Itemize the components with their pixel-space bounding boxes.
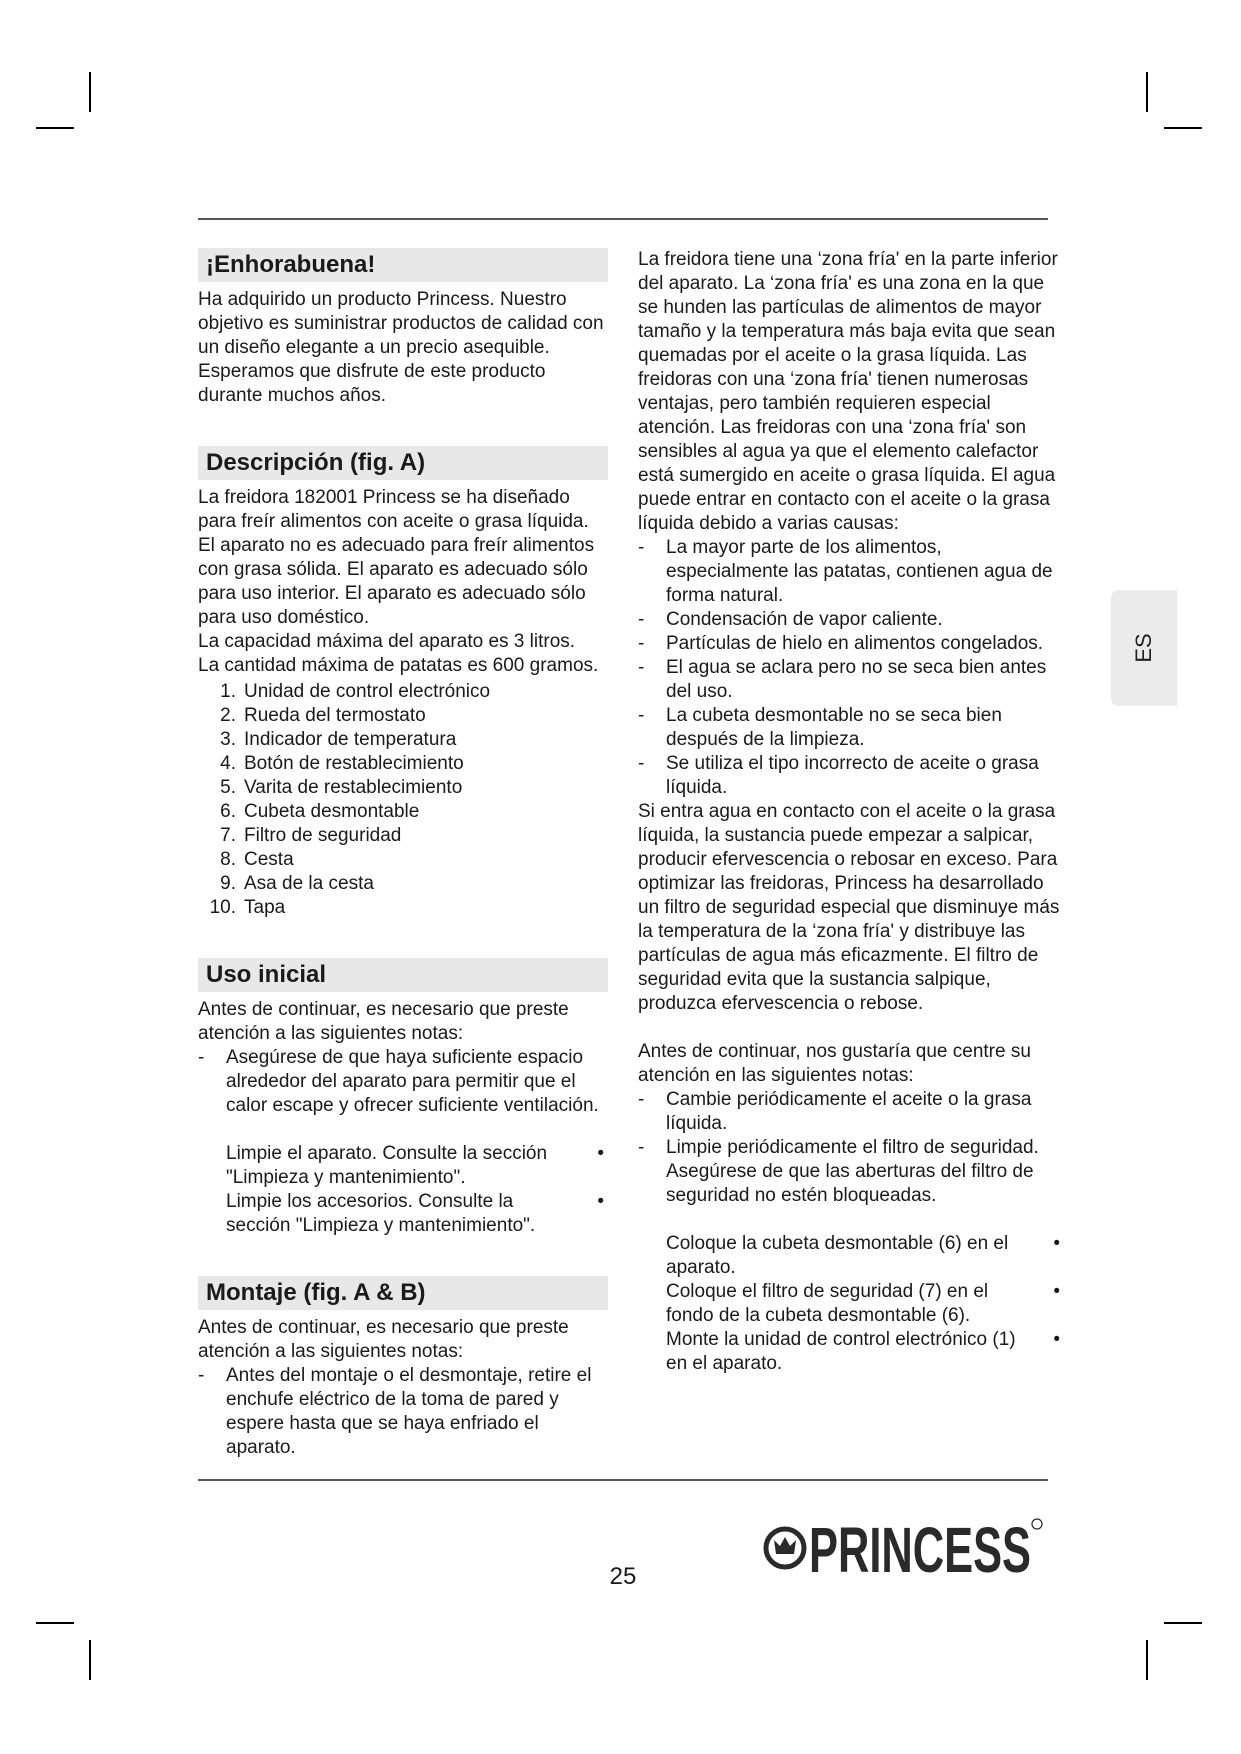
bottom-rule	[198, 1479, 1048, 1481]
maintenance-notes	[638, 1088, 1064, 1208]
list-item: 8. Cesta	[220, 849, 294, 870]
crop-mark	[36, 1622, 74, 1624]
list-item: - Se utiliza el tipo incorrecto de aceite o grasa líquida.	[638, 753, 1039, 798]
heading-montaje: Montaje (fig. A & B)	[198, 1276, 608, 1310]
potato-text: La cantidad máxima de patatas es 600 gramos.	[198, 655, 599, 676]
list-item: - La cubeta desmontable no se seca bien después de la limpieza.	[638, 705, 1002, 750]
list-item: - La mayor parte de los alimentos, especialmente las patatas, contienen agua de forma natural.	[638, 537, 1053, 606]
list-item: - Asegúrese de que haya suficiente espacio alrededor del aparato para permitir que el calor escape y ofrecer suficiente ventilación.	[198, 1047, 599, 1116]
intro-paragraph: Ha adquirido un producto Princess. Nuestro objetivo es suministrar productos de calidad con un diseño elegante a un precio asequible. Esperamos que disfrute de este producto durante muchos años.	[198, 289, 604, 406]
list-item: - Condensación de vapor caliente.	[638, 609, 943, 630]
crop-mark	[89, 72, 91, 112]
assembly-step: Coloque la cubeta desmontable (6) en el aparato. •	[666, 1233, 1060, 1278]
language-tab: ES	[1111, 590, 1177, 706]
crop-mark	[1164, 1622, 1202, 1624]
cold-zone-paragraph: La freidora tiene una ‘zona fría' en la parte inferior del aparato. La ‘zona fría' es una zona en la que se hunden las partículas de alimentos de mayor tamaño y la temperatura más baja evita que sean quemadas por el aceite o la grasa líquida. Las freidoras con una ‘zona fría' tienen numerosas ventajas, pero también requieren especial atención. Las freidoras con una ‘zona fría' son sensibles al agua ya que el elemento calefactor está sumergido en aceite o grasa líquida. El agua puede entrar en contacto con el aceite o la grasa líquida debido a varias causas:	[638, 249, 1058, 534]
list-item: 10. Tapa	[209, 897, 286, 918]
princess-logo	[763, 1510, 1045, 1586]
notes-intro: Antes de continuar, nos gustaría que centre su atención en las siguientes notas:	[638, 1041, 1031, 1086]
list-item: 9. Asa de la cesta	[220, 873, 374, 894]
uso-notes	[198, 1046, 608, 1118]
page-number: 25	[609, 1563, 637, 1590]
list-item: 7. Filtro de seguridad	[220, 825, 402, 846]
crop-mark	[1164, 127, 1202, 129]
parts-list	[198, 680, 608, 920]
heading-descripcion: Descripción (fig. A)	[198, 446, 608, 480]
list-item: - Cambie periódicamente el aceite o la grasa líquida.	[638, 1089, 1032, 1134]
crown-emblem-icon	[763, 1510, 1045, 1586]
list-item: - Limpie periódicamente el filtro de seguridad. Asegúrese de que las aberturas del filtro de seguridad no estén bloqueadas.	[638, 1137, 1039, 1206]
list-item: 3. Indicador de temperatura	[220, 729, 457, 750]
montaje-notes	[198, 1364, 608, 1460]
top-rule	[198, 218, 1048, 220]
list-item: 1. Unidad de control electrónico	[220, 681, 491, 702]
left-column	[198, 248, 608, 1460]
list-item: 5. Varita de restablecimiento	[220, 777, 463, 798]
assembly-step: Monte la unidad de control electrónico (1) en el aparato. •	[666, 1329, 1060, 1374]
list-item: 6. Cubeta desmontable	[220, 801, 420, 822]
crop-mark	[1146, 1640, 1148, 1680]
crop-mark	[36, 127, 74, 129]
uso-intro: Antes de continuar, es necesario que preste atención a las siguientes notas:	[198, 999, 569, 1044]
uso-step: Limpie los accesorios. Consulte la sección "Limpieza y mantenimiento". •	[226, 1191, 604, 1236]
list-item: 4. Botón de restablecimiento	[220, 753, 464, 774]
crop-mark	[89, 1640, 91, 1680]
list-item: 2. Rueda del termostato	[220, 705, 426, 726]
right-column	[638, 248, 1064, 1376]
description-paragraph: La freidora 182001 Princess se ha diseñado para freír alimentos con aceite o grasa líquida. El aparato no es adecuado para freír alimentos con grasa sólida. El aparato es adecuado sólo para uso interior. El aparato es adecuado sólo para uso doméstico.	[198, 487, 595, 628]
water-causes-list	[638, 536, 1064, 800]
safety-filter-paragraph: Si entra agua en contacto con el aceite o la grasa líquida, la sustancia puede empezar a salpicar, producir efervescencia o rebosar en exceso. Para optimizar las freidoras, Princess ha desarrollado un filtro de seguridad especial que disminuye más la temperatura de la ‘zona fría' y distribuye las partículas de agua más eficazmente. El filtro de seguridad evita que la sustancia salpique, produzca efervescencia o rebose.	[638, 801, 1060, 1014]
capacity-text: La capacidad máxima del aparato es 3 litros.	[198, 631, 576, 652]
svg-text:PRINCESS: PRINCESS	[809, 1514, 1031, 1586]
assembly-step: Coloque el filtro de seguridad (7) en el fondo de la cubeta desmontable (6). •	[666, 1281, 1060, 1326]
list-item: - Antes del montaje o el desmontaje, retire el enchufe eléctrico de la toma de pared y espere hasta que se haya enfriado el aparato.	[198, 1365, 592, 1458]
uso-step: Limpie el aparato. Consulte la sección "Limpieza y mantenimiento". •	[226, 1143, 604, 1188]
heading-uso-inicial: Uso inicial	[198, 958, 608, 992]
montaje-intro: Antes de continuar, es necesario que preste atención a las siguientes notas:	[198, 1317, 569, 1362]
crop-mark	[1146, 72, 1148, 112]
list-item: - Partículas de hielo en alimentos congelados.	[638, 633, 1044, 654]
list-item: - El agua se aclara pero no se seca bien antes del uso.	[638, 657, 1047, 702]
heading-enhorabuena: ¡Enhorabuena!	[198, 248, 608, 282]
